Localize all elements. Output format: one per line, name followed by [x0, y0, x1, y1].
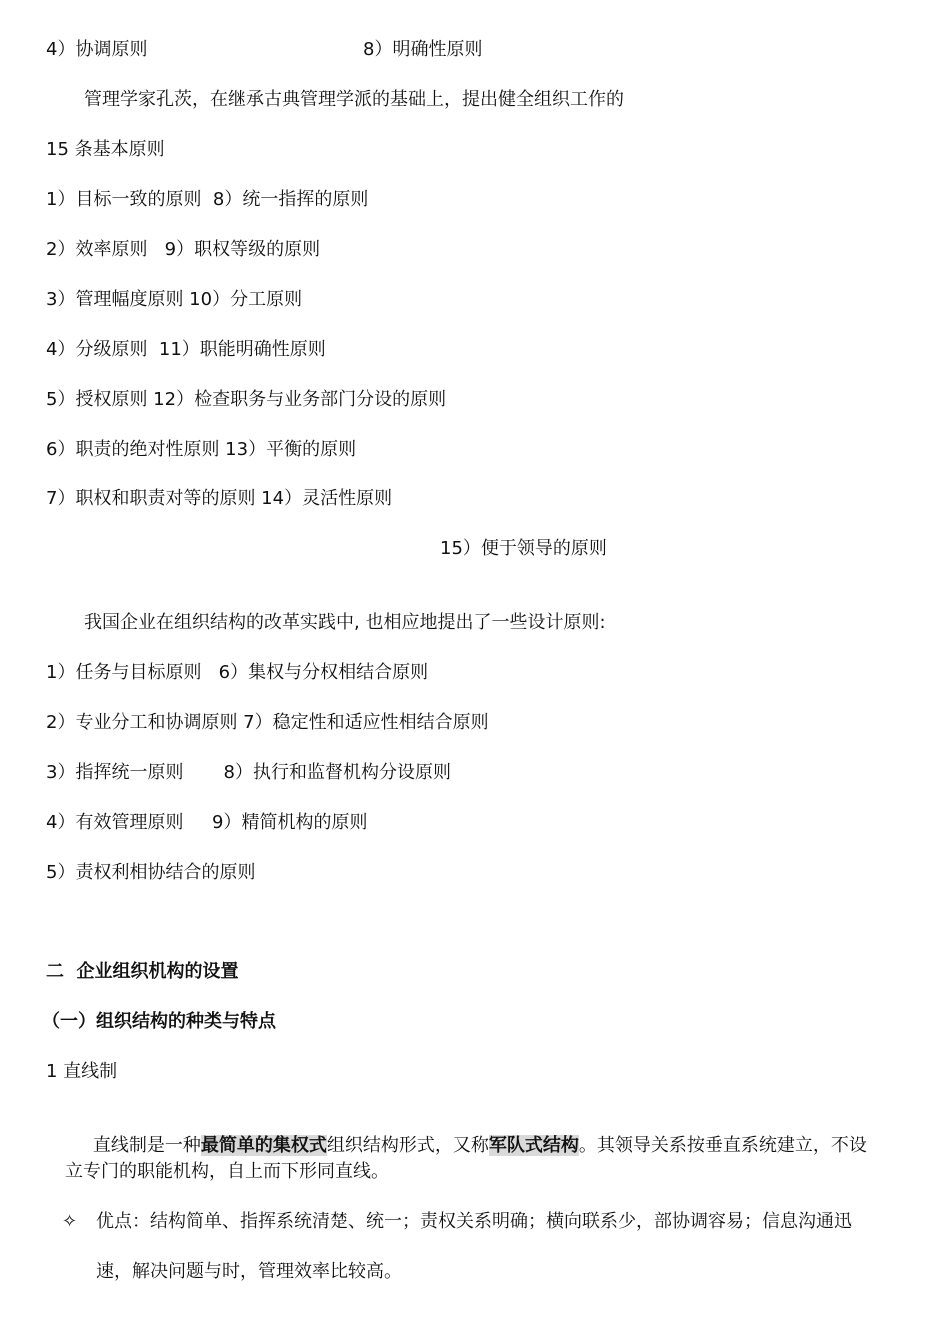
section-heading: 二 企业组织机构的设置	[46, 961, 239, 982]
china-principle-line: 3）指挥统一原则 8）执行和监督机构分设原则	[46, 762, 451, 783]
advantage-text: 优点：结构简单、指挥系统清楚、统一；责权关系明确；横向联系少，部协调容易；信息沟通迅	[96, 1211, 852, 1232]
koontz-principle-line: 3）管理幅度原则 10）分工原则	[46, 289, 303, 310]
china-intro: 我国企业在组织结构的改革实践中, 也相应地提出了一些设计原则:	[84, 612, 606, 633]
koontz-principle-line: 7）职权和职责对等的原则 14）灵活性原则	[46, 488, 393, 509]
china-principle-line: 4）有效管理原则 9）精简机构的原则	[46, 812, 368, 833]
highlighted-term: 军队式结构	[488, 1135, 579, 1156]
advantage-text-continued: 速，解决问题与时，管理效率比较高。	[96, 1261, 402, 1282]
paragraph-text: 。其领导关系按垂直系统建立，不设	[578, 1135, 867, 1156]
koontz-principle-line: 2）效率原则 9）职权等级的原则	[46, 239, 321, 260]
koontz-intro: 管理学家孔茨，在继承古典管理学派的基础上，提出健全组织工作的	[84, 89, 624, 110]
highlighted-term: 最简单的集权式	[200, 1135, 327, 1156]
item-title: 1 直线制	[46, 1061, 118, 1082]
koontz-principle-line: 6）职责的绝对性原则 13）平衡的原则	[46, 439, 357, 460]
subsection-heading: （一）组织结构的种类与特点	[42, 1011, 276, 1032]
principle-item: 8）明确性原则	[363, 39, 483, 60]
principle-item: 4）协调原则	[46, 39, 148, 60]
koontz-principle-last: 15）便于领导的原则	[440, 538, 607, 559]
paragraph-text: 直线制是一种	[92, 1135, 201, 1156]
paragraph-text: 组织结构形式，又称	[326, 1135, 489, 1156]
diamond-bullet-icon: ✧	[62, 1211, 78, 1232]
koontz-intro-continued: 15 条基本原则	[46, 139, 165, 160]
koontz-principle-line: 4）分级原则 11）职能明确性原则	[46, 339, 326, 360]
koontz-principle-line: 1）目标一致的原则 8）统一指挥的原则	[46, 189, 369, 210]
koontz-principle-line: 5）授权原则 12）检查职务与业务部门分设的原则	[46, 389, 447, 410]
china-principle-line: 1）任务与目标原则 6）集权与分权相结合原则	[46, 662, 429, 683]
china-principle-line: 2）专业分工和协调原则 7）稳定性和适应性相结合原则	[46, 712, 489, 733]
paragraph-continuation: 立专门的职能机构，自上而下形同直线。	[65, 1161, 389, 1182]
china-principle-line: 5）责权利相协结合的原则	[46, 862, 256, 883]
